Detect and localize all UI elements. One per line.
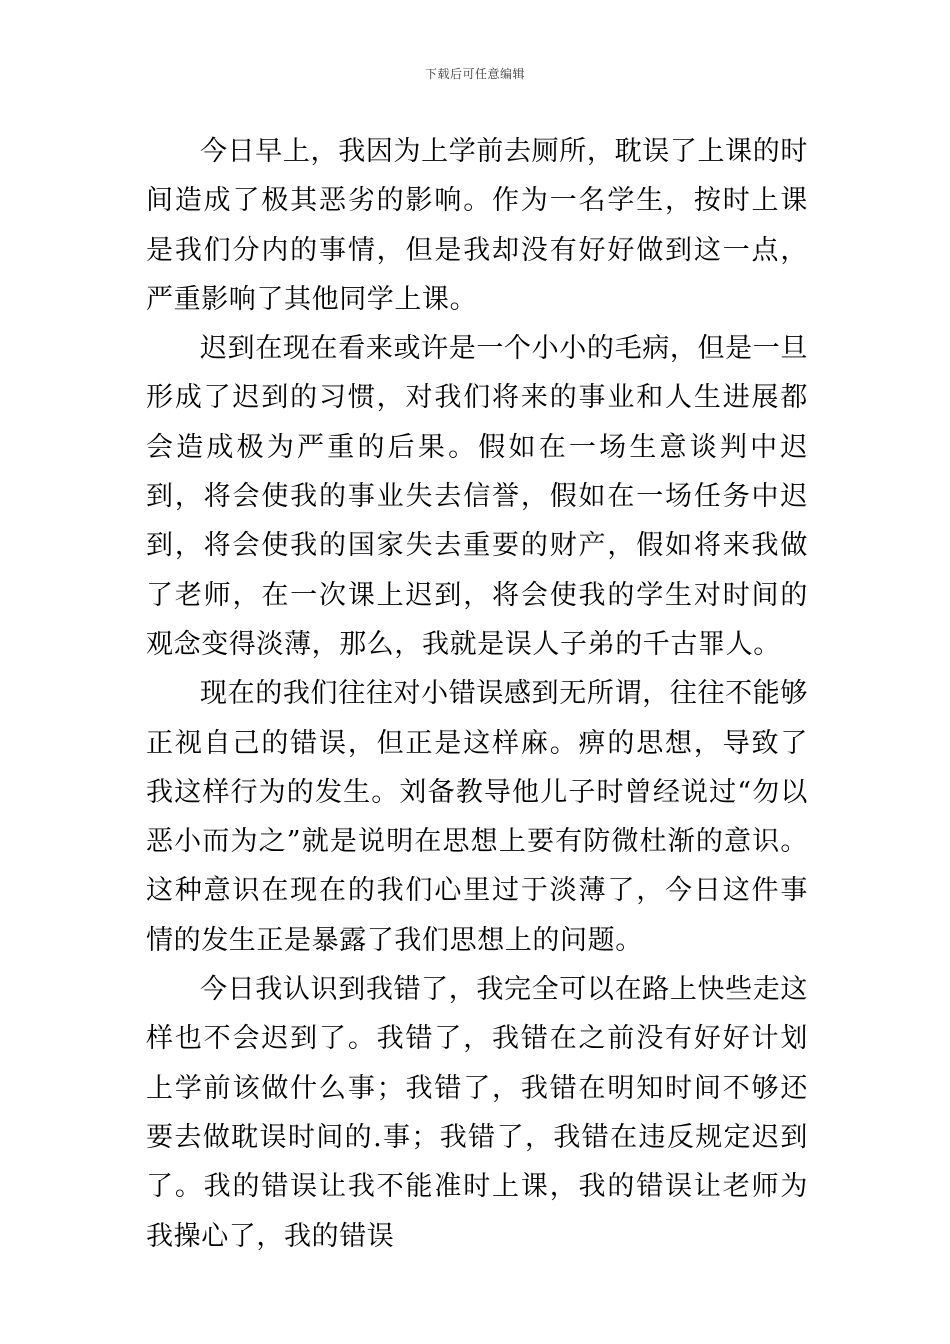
paragraph-1: 今日早上，我因为上学前去厕所，耽误了上课的时间造成了极其恶劣的影响。作为一名学生，按时上课是我们分内的事情，但是我却没有好好做到这一点，严重影响了其他同学上课。 [146,136,808,315]
page-header: 下载后可任意编辑 [424,67,525,81]
paragraph-2: 迟到在现在看来或许是一个小小的毛病，但是一旦形成了迟到的习惯，对我们将来的事业和人生进展都会造成极为严重的后果。假如在一场生意谈判中迟到，将会使我的事业失去信誉，假如在一场任务中迟到，将会使我的国家失去重要的财产，假如将来我做了老师，在一次课上迟到，将会使我的学生对时间的观念变得淡薄，那么，我就是误人子弟的千古罪人。 [146,333,808,660]
paragraph-3: 现在的我们往往对小错误感到无所谓，往往不能够正视自己的错误，但正是这样麻。痹的思想，导致了我这样行为的发生。刘备教导他儿子时曾经说过“勿以恶小而为之”就是说明在思想上要有防微杜渐的意识。这种意识在现在的我们心里过于淡薄了，今日这件事情的发生正是暴露了我们思想上的问题。 [146,678,808,956]
document-body [146,127,808,1261]
paragraph-4: 今日我认识到我错了，我完全可以在路上快些走这样也不会迟到了。我错了，我错在之前没有好好计划上学前该做什么事；我错了，我错在明知时间不够还要去做耽误时间的.事；我错了，我错在违反规定迟到了。我的错误让我不能准时上课，我的错误让老师为我操心了，我的错误 [146,974,808,1252]
